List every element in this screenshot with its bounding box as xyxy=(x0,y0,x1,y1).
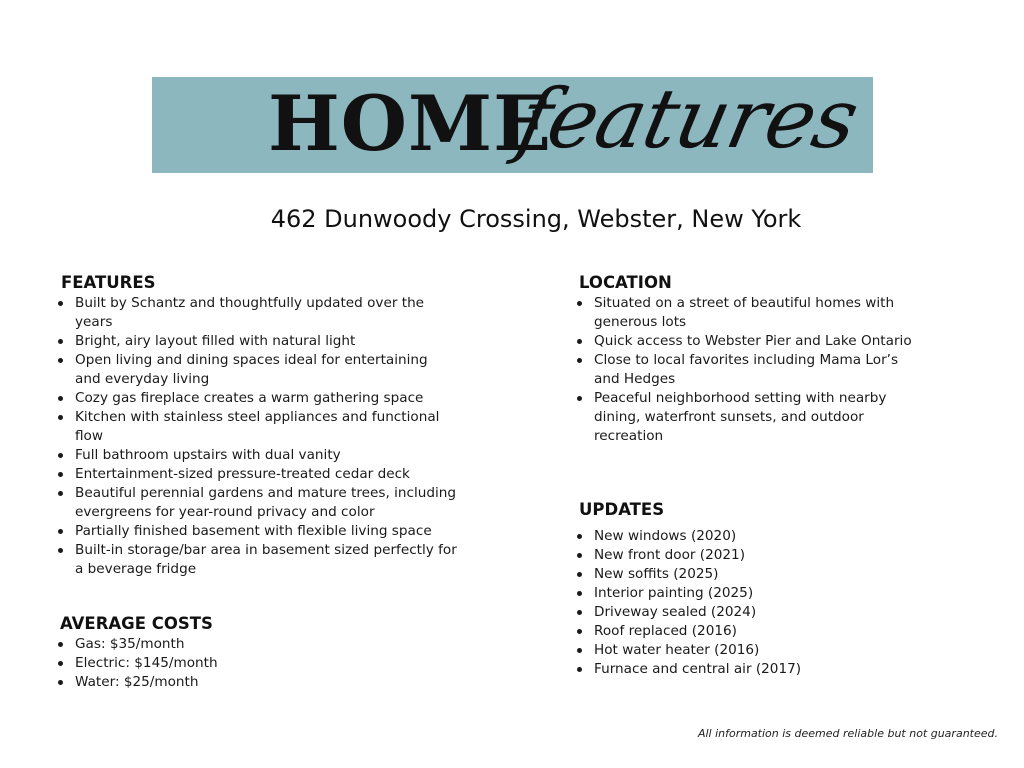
cost-item: Electric: $145/month xyxy=(57,654,457,673)
features-item: Open living and dining spaces ideal for entertaining and everyday living xyxy=(57,351,457,389)
cost-item: Gas: $35/month xyxy=(57,635,457,654)
features-section xyxy=(57,273,457,579)
updates-list xyxy=(576,527,916,679)
location-item: Quick access to Webster Pier and Lake Ontario xyxy=(576,332,916,351)
update-item: Interior painting (2025) xyxy=(576,584,916,603)
property-address: 462 Dunwoody Crossing, Webster, New York xyxy=(270,205,802,233)
title-features-script: features xyxy=(510,72,866,167)
features-item: Bright, airy layout filled with natural light xyxy=(57,332,457,351)
features-item: Built-in storage/bar area in basement sized perfectly for a beverage fridge xyxy=(57,541,457,579)
average-costs-list xyxy=(57,635,457,692)
location-heading: LOCATION xyxy=(579,273,672,292)
update-item: Driveway sealed (2024) xyxy=(576,603,916,622)
disclaimer: All information is deemed reliable but not guaranteed. xyxy=(697,727,998,740)
update-item: Hot water heater (2016) xyxy=(576,641,916,660)
average-costs-section xyxy=(57,614,457,692)
features-item: Cozy gas fireplace creates a warm gathering space xyxy=(57,389,457,408)
location-item: Close to local favorites including Mama Lor’s and Hedges xyxy=(576,351,916,389)
features-item: Entertainment-sized pressure-treated cedar deck xyxy=(57,465,457,484)
update-item: Roof replaced (2016) xyxy=(576,622,916,641)
location-item: Peaceful neighborhood setting with nearby dining, waterfront sunsets, and outdoor recreation xyxy=(576,389,916,446)
cost-item: Water: $25/month xyxy=(57,673,457,692)
features-list xyxy=(57,294,457,579)
location-section xyxy=(576,273,916,446)
location-list xyxy=(576,294,916,446)
features-item: Partially finished basement with flexible living space xyxy=(57,522,457,541)
update-item: New front door (2021) xyxy=(576,546,916,565)
features-item: Built by Schantz and thoughtfully updated over the years xyxy=(57,294,457,332)
features-item: Full bathroom upstairs with dual vanity xyxy=(57,446,457,465)
features-heading: FEATURES xyxy=(61,273,156,292)
location-item: Situated on a street of beautiful homes with generous lots xyxy=(576,294,916,332)
title-home: HOME xyxy=(268,79,553,168)
update-item: New windows (2020) xyxy=(576,527,916,546)
updates-heading: UPDATES xyxy=(579,500,665,519)
features-item: Beautiful perennial gardens and mature trees, including evergreens for year-round privacy and color xyxy=(57,484,457,522)
features-item: Kitchen with stainless steel appliances and functional flow xyxy=(57,408,457,446)
updates-section xyxy=(576,500,916,679)
average-costs-heading: AVERAGE COSTS xyxy=(60,614,213,633)
update-item: Furnace and central air (2017) xyxy=(576,660,916,679)
update-item: New soffits (2025) xyxy=(576,565,916,584)
